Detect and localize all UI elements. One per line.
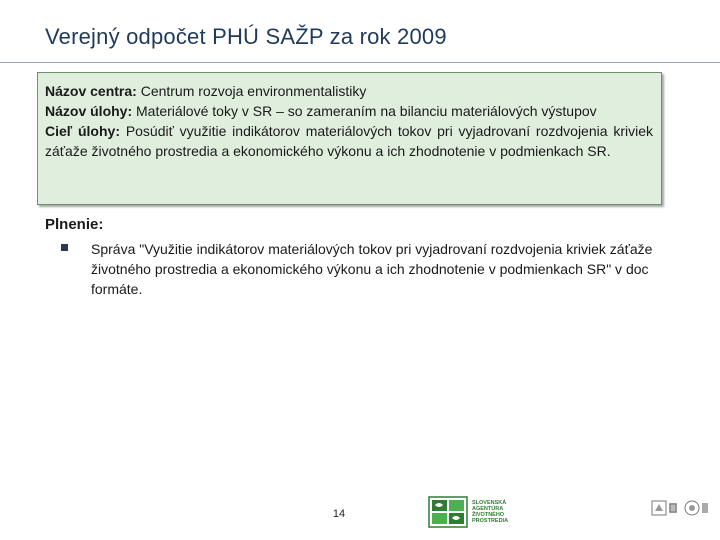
goal-value: Posúdiť využitie indikátorov materiálových tokov pri vyjadrovaní rozdvojenia kriviek záťaže životného prostredia a ekonomického výkonu a ich zhodnotenie v podmienkach SR.: [45, 123, 654, 159]
logo-line: ŽIVOTNÉHO: [472, 512, 505, 518]
goal-label: Cieľ úlohy:: [45, 123, 120, 139]
sazp-logo-text: [472, 500, 508, 524]
center-value: Centrum rozvoja environmentalistiky: [136, 83, 367, 99]
page-number: 14: [332, 508, 346, 520]
logo-line: SLOVENSKÁ: [472, 500, 507, 506]
fulfillment-item-text: Správa "Využitie indikátorov materiálových tokov pri vyjadrovaní rozdvojenia kriviek záťaže životného prostredia a ekonomického výkonu a ich zhodnotenie v podmienkach SR" v doc formáte.: [91, 241, 653, 297]
task-label: Názov úlohy:: [45, 103, 133, 119]
square-bullet-icon: [61, 244, 68, 251]
center-line: [45, 81, 653, 101]
title-divider: [0, 62, 720, 63]
logo-line: PROSTREDIA: [472, 518, 509, 524]
task-info-box: [37, 72, 662, 205]
center-label: Názov centra:: [45, 83, 137, 99]
fulfillment-heading: Plnenie:: [45, 216, 104, 233]
sazp-logo-icon: [428, 496, 468, 528]
goal-line: [45, 121, 653, 161]
partner-logos-icon: [650, 497, 710, 519]
logo-line: AGENTÚRA: [472, 506, 504, 512]
list-item: [61, 239, 661, 299]
task-value: Materiálové toky v SR – so zameraním na bilanciu materiálových výstupov: [132, 103, 597, 119]
task-line: [45, 101, 653, 121]
slide-title: Verejný odpočet PHÚ SAŽP za rok 2009: [45, 24, 447, 49]
